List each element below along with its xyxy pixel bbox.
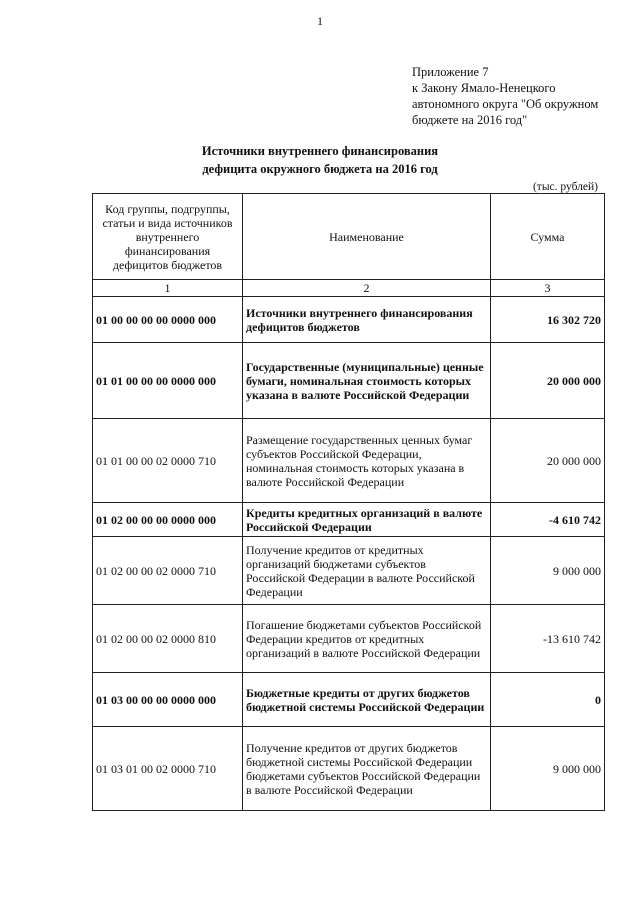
appendix-line: к Закону Ямало-Ненецкого — [412, 81, 556, 95]
row-sum: 9 000 000 — [491, 727, 605, 811]
table-row — [93, 605, 605, 673]
row-code: 01 01 00 00 02 0000 710 — [93, 419, 243, 503]
header-code: Код группы, подгруппы, статьи и вида источников внутреннего финансирования дефицитов бюджетов — [93, 194, 243, 280]
row-sum: 0 — [491, 673, 605, 727]
table-row — [93, 503, 605, 537]
row-name: Размещение государственных ценных бумаг субъектов Российской Федерации, номинальная стоимость которых указана в валюте Российской Федерации — [243, 419, 491, 503]
row-sum: 20 000 000 — [491, 419, 605, 503]
table-row — [93, 673, 605, 727]
row-sum: -13 610 742 — [491, 605, 605, 673]
table-header-row — [93, 194, 605, 280]
row-sum: 20 000 000 — [491, 343, 605, 419]
header-name: Наименование — [243, 194, 491, 280]
header-sum: Сумма — [491, 194, 605, 280]
column-number-row — [93, 280, 605, 297]
row-code: 01 01 00 00 00 0000 000 — [93, 343, 243, 419]
row-name: Получение кредитов от кредитных организаций бюджетами субъектов Российской Федерации в валюте Российской Федерации — [243, 537, 491, 605]
table-row — [93, 537, 605, 605]
appendix-line: автономного округа "Об окружном — [412, 97, 599, 111]
table-body — [93, 297, 605, 811]
page-number: 1 — [317, 14, 323, 28]
row-sum: 16 302 720 — [491, 297, 605, 343]
table-row — [93, 727, 605, 811]
document-title — [0, 142, 640, 178]
row-code: 01 00 00 00 00 0000 000 — [93, 297, 243, 343]
row-code: 01 02 00 00 00 0000 000 — [93, 503, 243, 537]
row-code: 01 02 00 00 02 0000 710 — [93, 537, 243, 605]
appendix-note — [412, 64, 622, 128]
appendix-line: бюджете на 2016 год" — [412, 113, 528, 127]
row-code: 01 03 01 00 02 0000 710 — [93, 727, 243, 811]
title-line: дефицита окружного бюджета на 2016 год — [202, 162, 438, 176]
row-code: 01 03 00 00 00 0000 000 — [93, 673, 243, 727]
row-name: Кредиты кредитных организаций в валюте Российской Федерации — [243, 503, 491, 537]
table-row — [93, 343, 605, 419]
row-code: 01 02 00 00 02 0000 810 — [93, 605, 243, 673]
sources-table — [92, 193, 605, 811]
table-row — [93, 419, 605, 503]
row-sum: -4 610 742 — [491, 503, 605, 537]
title-line: Источники внутреннего финансирования — [201, 144, 439, 158]
units-label: (тыс. рублей) — [532, 181, 598, 193]
column-number: 3 — [491, 280, 605, 297]
row-name: Источники внутреннего финансирования дефицитов бюджетов — [243, 297, 491, 343]
row-name: Бюджетные кредиты от других бюджетов бюджетной системы Российской Федерации — [243, 673, 491, 727]
row-name: Получение кредитов от других бюджетов бюджетной системы Российской Федерации бюджетами субъектов Российской Федерации в валюте Российской Федерации — [243, 727, 491, 811]
table-row — [93, 297, 605, 343]
row-sum: 9 000 000 — [491, 537, 605, 605]
column-number: 2 — [243, 280, 491, 297]
appendix-line: Приложение 7 — [412, 65, 489, 79]
row-name: Государственные (муниципальные) ценные бумаги, номинальная стоимость которых указана в валюте Российской Федерации — [243, 343, 491, 419]
column-number: 1 — [93, 280, 243, 297]
row-name: Погашение бюджетами субъектов Российской Федерации кредитов от кредитных организаций в валюте Российской Федерации — [243, 605, 491, 673]
